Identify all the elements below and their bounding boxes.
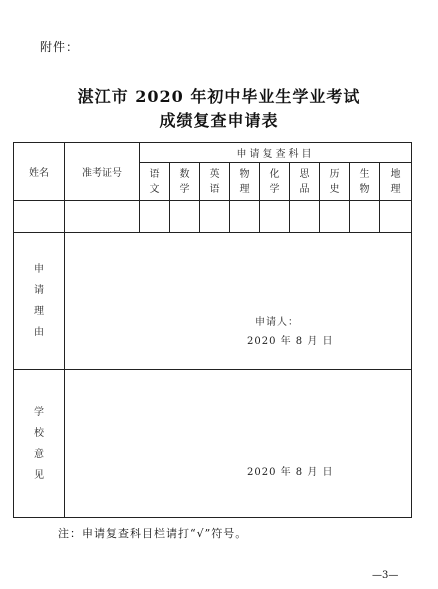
footnote: 注：申请复查科目栏请打“√”符号。 [58,527,248,540]
subject-physics: 物 理 [230,163,260,201]
subject-morality: 思 品 [290,163,320,201]
check-chemistry-cell[interactable] [260,201,290,233]
school-opinion-area[interactable] [65,370,412,518]
form-subtitle: 成绩复查申请表 [159,111,279,130]
subject-math: 数 学 [170,163,200,201]
check-biology-cell[interactable] [350,201,380,233]
check-morality-cell[interactable] [290,201,320,233]
header-row [14,143,412,163]
exam-number-header: 准考证号 [65,143,140,201]
subject-geography: 地 理 [380,163,412,201]
application-form-table [13,142,412,518]
reason-row [14,233,412,370]
form-title: 湛江市 2020 年初中毕业生学业考试 [77,87,361,106]
reason-date: 2020 年 8 月 日 [247,336,334,347]
subject-chinese: 语 文 [140,163,170,201]
attachment-label: 附件： [40,40,80,54]
subjects-header: 申请复查科目 [140,143,412,163]
name-cell[interactable] [14,201,65,233]
school-opinion-label: 学 校 意 见 [14,370,65,518]
school-row [14,370,412,518]
entry-row [14,201,412,233]
subject-history: 历 史 [320,163,350,201]
check-chinese-cell[interactable] [140,201,170,233]
check-physics-cell[interactable] [230,201,260,233]
check-english-cell[interactable] [200,201,230,233]
check-geography-cell[interactable] [380,201,412,233]
applicant-label: 申请人： [255,317,299,328]
subject-biology: 生 物 [350,163,380,201]
name-header: 姓名 [14,143,65,201]
check-math-cell[interactable] [170,201,200,233]
exam-number-cell[interactable] [65,201,140,233]
subject-english: 英 语 [200,163,230,201]
school-date: 2020 年 8 月 日 [247,467,334,478]
subject-chemistry: 化 学 [260,163,290,201]
reason-label: 申 请 理 由 [14,233,65,370]
page-number: —3— [372,570,399,581]
reason-area[interactable] [65,233,412,370]
check-history-cell[interactable] [320,201,350,233]
